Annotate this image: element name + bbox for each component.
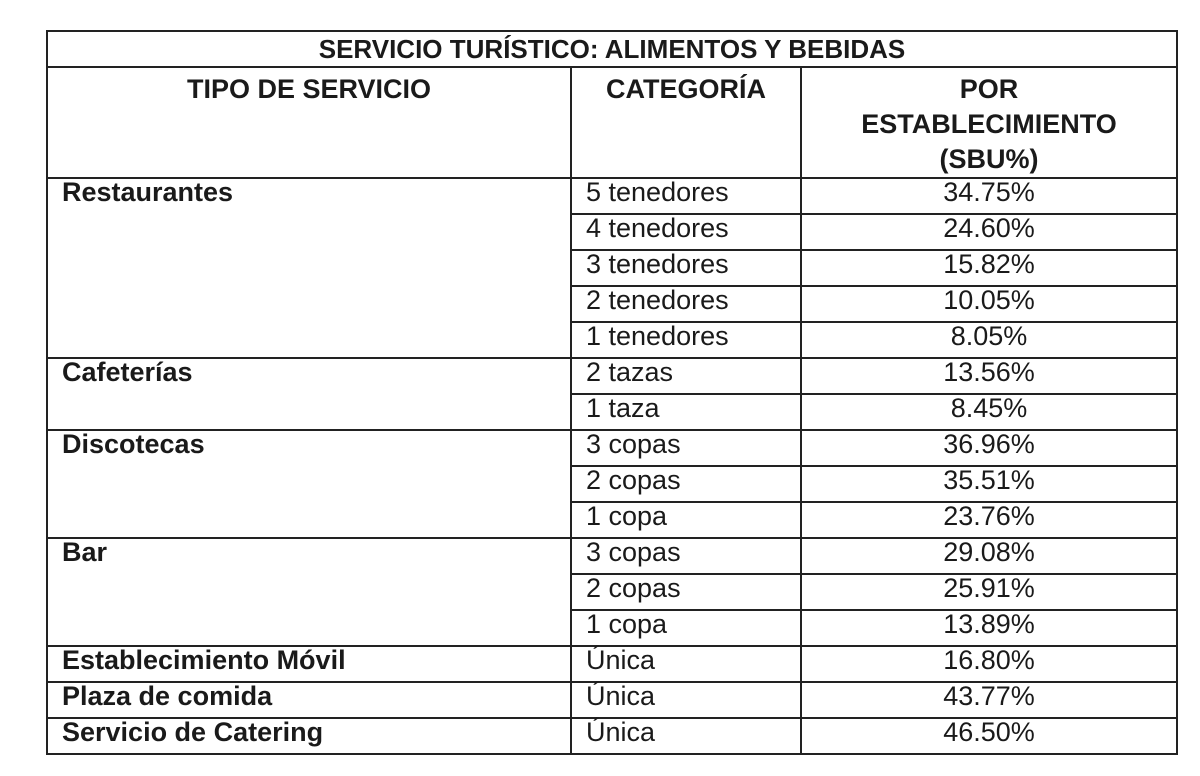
category-cell: 2 copas: [571, 466, 801, 502]
value-cell: 29.08%: [801, 538, 1177, 574]
category-cell: 1 copa: [571, 502, 801, 538]
value-cell: 24.60%: [801, 214, 1177, 250]
category-cell: 2 tazas: [571, 358, 801, 394]
value-cell: 35.51%: [801, 466, 1177, 502]
table-row: [47, 646, 1177, 682]
tariff-table: [46, 30, 1178, 755]
value-cell: 36.96%: [801, 430, 1177, 466]
category-cell: Única: [571, 718, 801, 754]
header-service-type: TIPO DE SERVICIO: [47, 67, 571, 178]
value-cell: 8.05%: [801, 322, 1177, 358]
table-row: [47, 358, 1177, 394]
service-type-cell: Cafeterías: [47, 358, 571, 430]
category-cell: 5 tenedores: [571, 178, 801, 214]
header-category: CATEGORÍA: [571, 67, 801, 178]
category-cell: 1 copa: [571, 610, 801, 646]
value-cell: 34.75%: [801, 178, 1177, 214]
category-cell: 4 tenedores: [571, 214, 801, 250]
header-value-line2: ESTABLECIMIENTO: [861, 109, 1117, 139]
table-row: [47, 178, 1177, 214]
value-cell: 13.89%: [801, 610, 1177, 646]
value-cell: 46.50%: [801, 718, 1177, 754]
value-cell: 16.80%: [801, 646, 1177, 682]
category-cell: Única: [571, 682, 801, 718]
category-cell: 1 taza: [571, 394, 801, 430]
value-cell: 43.77%: [801, 682, 1177, 718]
value-cell: 23.76%: [801, 502, 1177, 538]
service-type-cell: Establecimiento Móvil: [47, 646, 571, 682]
service-type-cell: Servicio de Catering: [47, 718, 571, 754]
category-cell: 3 copas: [571, 538, 801, 574]
table-row: [47, 538, 1177, 574]
table-row: [47, 430, 1177, 466]
service-type-cell: Restaurantes: [47, 178, 571, 358]
value-cell: 25.91%: [801, 574, 1177, 610]
category-cell: 2 copas: [571, 574, 801, 610]
value-cell: 13.56%: [801, 358, 1177, 394]
header-value-line3: (SBU%): [939, 144, 1039, 174]
value-cell: 15.82%: [801, 250, 1177, 286]
table-row: [47, 718, 1177, 754]
table-title: SERVICIO TURÍSTICO: ALIMENTOS Y BEBIDAS: [47, 31, 1177, 67]
header-value-line1: POR: [959, 74, 1019, 104]
table-header-row: [47, 67, 1177, 178]
table-title-row: [47, 31, 1177, 67]
table-row: [47, 682, 1177, 718]
category-cell: 1 tenedores: [571, 322, 801, 358]
value-cell: 10.05%: [801, 286, 1177, 322]
category-cell: 2 tenedores: [571, 286, 801, 322]
value-cell: 8.45%: [801, 394, 1177, 430]
service-type-cell: Plaza de comida: [47, 682, 571, 718]
header-value: [801, 67, 1177, 178]
service-type-cell: Bar: [47, 538, 571, 646]
category-cell: 3 copas: [571, 430, 801, 466]
category-cell: Única: [571, 646, 801, 682]
table-body: [47, 178, 1177, 754]
category-cell: 3 tenedores: [571, 250, 801, 286]
service-type-cell: Discotecas: [47, 430, 571, 538]
